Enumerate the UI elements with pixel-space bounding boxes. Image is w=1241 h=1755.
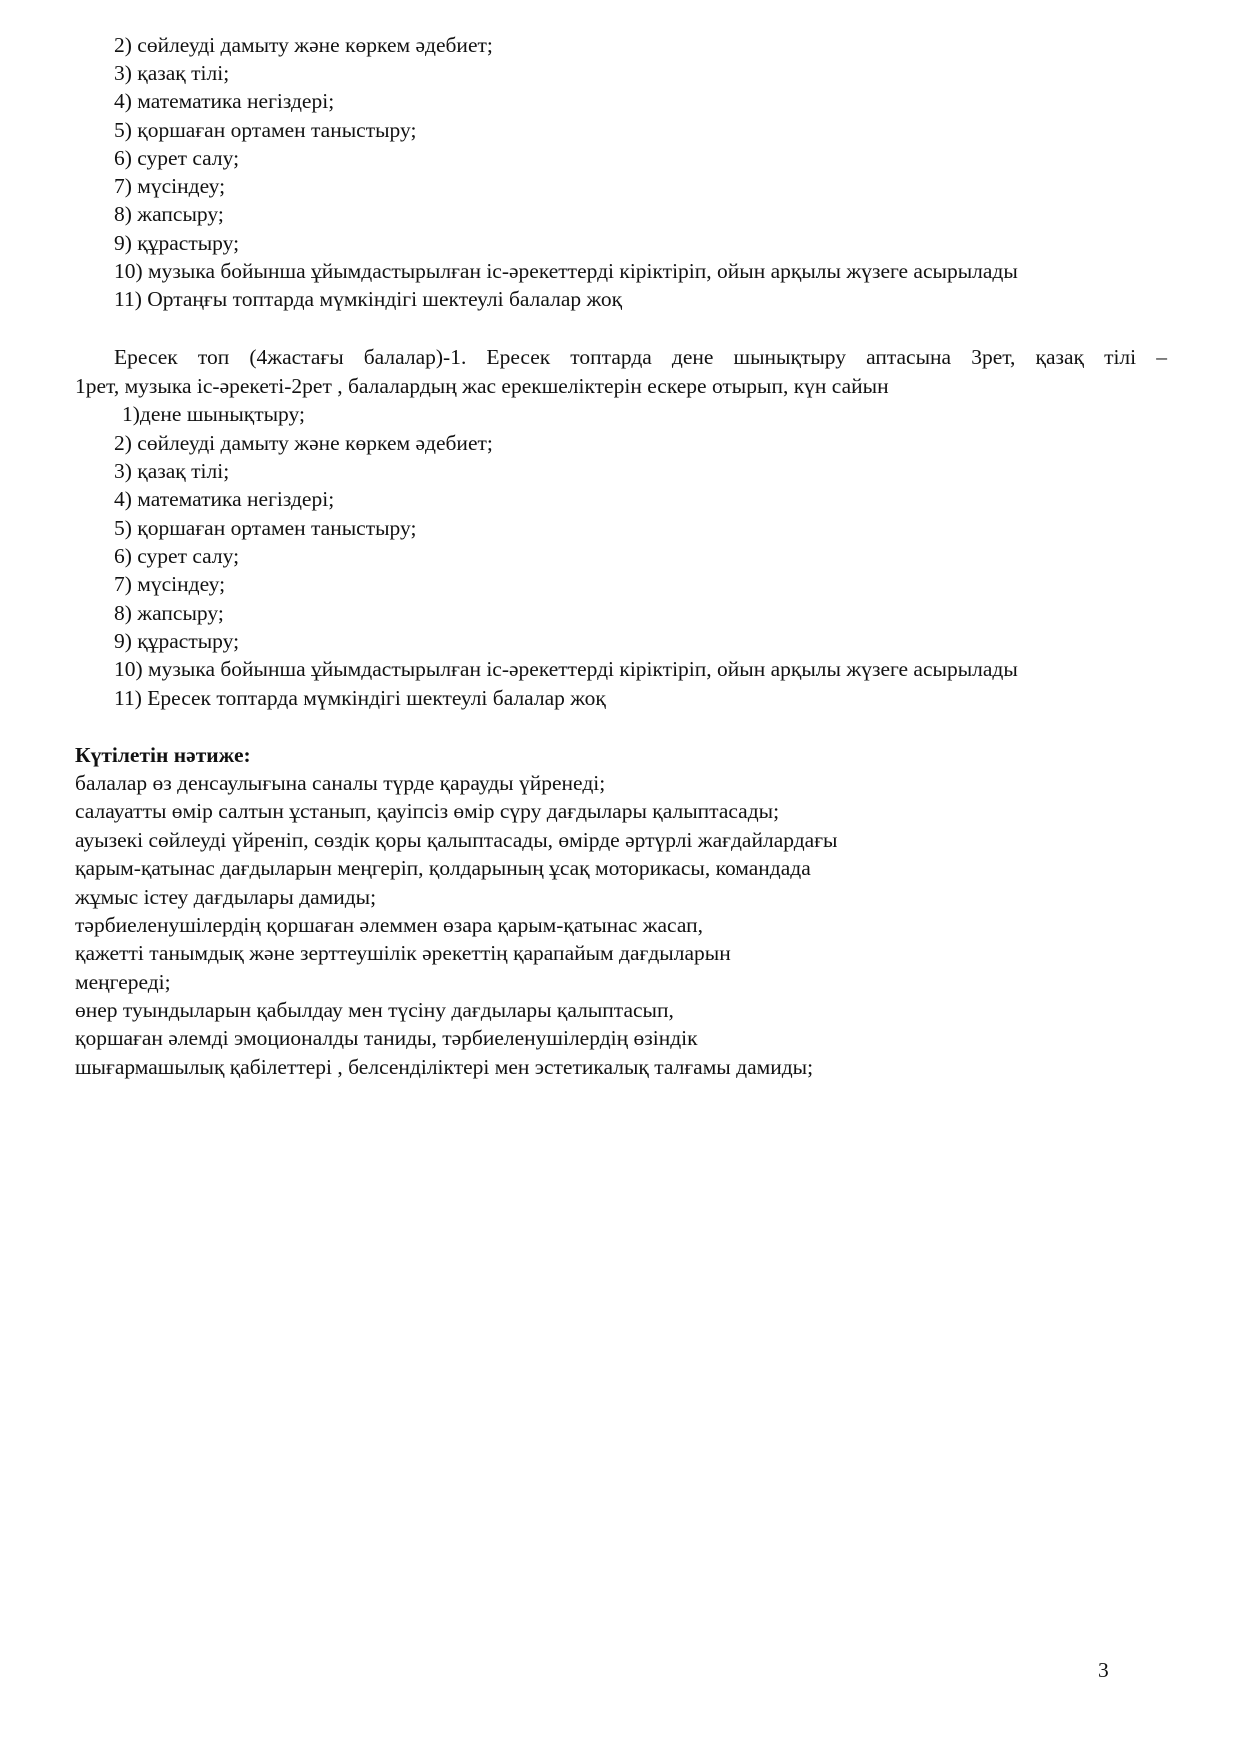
result-line: қажетті танымдық және зерттеушілік әрекеттің қарапайым дағдыларын [75,941,731,965]
list-item: 5) қоршаған ортамен таныстыру; [114,118,417,142]
list-item: 10) музыка бойынша ұйымдастырылған іс-әрекеттерді кіріктіріп, ойын арқылы жүзеге асырылады [114,657,1018,681]
list-item: 8) жапсыру; [114,202,224,226]
result-line: жұмыс істеу дағдылары дамиды; [75,885,377,909]
list-item: 7) мүсіндеу; [114,572,226,596]
list-item: 2) сөйлеуді дамыту және көркем әдебиет; [114,33,493,57]
result-line: ауызекі сөйлеуді үйреніп, сөздік қоры қалыптасады, өмірде әртүрлі жағдайлардағы [75,828,838,852]
list-item: 10) музыка бойынша ұйымдастырылған іс-әрекеттерді кіріктіріп, ойын арқылы жүзеге асырылады [114,259,1018,283]
list-item: 3) қазақ тілі; [114,61,230,85]
result-line: балалар өз денсаулығына саналы түрде қарауды үйренеді; [75,771,606,795]
list-item: 6) сурет салу; [114,544,240,568]
result-line: меңгереді; [75,970,171,994]
result-line: салауатты өмір салтын ұстанып, қауіпсіз өмір сүру дағдылары қалыптасады; [75,799,780,823]
result-line: шығармашылық қабілеттері , белсенділіктері мен эстетикалық талғамы дамиды; [75,1055,814,1079]
list-item: 6) сурет салу; [114,146,240,170]
senior-group-intro [75,343,1167,400]
list-item: 11) Ересек топтарда мүмкіндігі шектеулі балалар жоқ [114,686,606,710]
senior-group-intro-line1: Ересек топ (4жастағы балалар)-1. Ересек топтарда дене шынықтыру аптасына 3рет, қазақ тілі – [114,345,1167,369]
list-item: 9) құрастыру; [114,231,240,255]
list-item: 7) мүсіндеу; [114,174,226,198]
result-line: өнер туындыларын қабылдау мен түсіну дағдылары қалыптасып, [75,998,674,1022]
page-number: 3 [1098,1658,1109,1682]
result-line: қарым-қатынас дағдыларын меңгеріп, қолдарының ұсақ моторикасы, командада [75,856,811,880]
list-item: 11) Ортаңғы топтарда мүмкіндігі шектеулі балалар жоқ [114,287,623,311]
list-item: 3) қазақ тілі; [114,459,230,483]
results-heading: Күтілетін нәтиже: [75,743,251,767]
list-item: 4) математика негіздері; [114,89,335,113]
list-item: 8) жапсыру; [114,601,224,625]
list-item: 2) сөйлеуді дамыту және көркем әдебиет; [114,431,493,455]
result-line: қоршаған әлемді эмоционалды таниды, тәрбиеленушілердің өзіндік [75,1026,698,1050]
list-item: 1)дене шынықтыру; [122,402,305,426]
result-line: тәрбиеленушілердің қоршаған әлеммен өзара қарым-қатынас жасап, [75,913,703,937]
list-item: 4) математика негіздері; [114,487,335,511]
senior-group-intro-line2: 1рет, музыка іс-әрекеті-2рет , балалардың жас ерекшеліктерін ескере отырып, күн сайын [75,373,889,398]
list-item: 5) қоршаған ортамен таныстыру; [114,516,417,540]
list-item: 9) құрастыру; [114,629,240,653]
